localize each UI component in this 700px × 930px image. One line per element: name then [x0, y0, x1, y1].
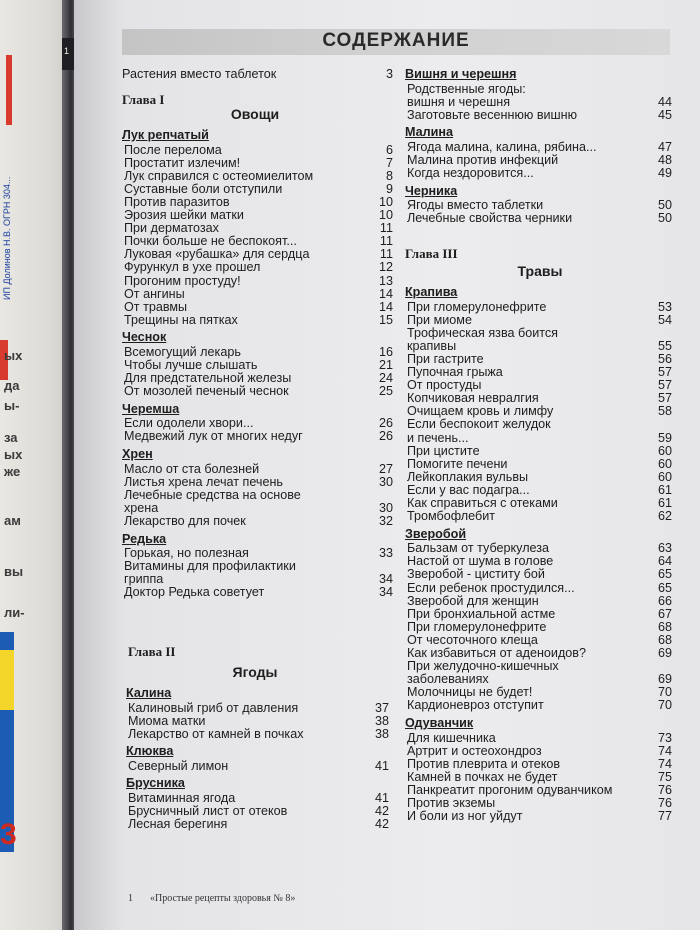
section-heading: Чеснок	[122, 330, 167, 345]
toc-entry-title: Кардионевроз отступит	[407, 698, 544, 713]
toc-entry-page: 55	[657, 338, 672, 353]
section-heading: Зверобой	[405, 526, 467, 541]
toc-entry-title: Трещины на пятках	[124, 312, 238, 327]
toc-entry-title: Почки больше не беспокоят...	[124, 234, 297, 249]
toc-entry-title: При гломерулонефрите	[407, 619, 547, 634]
toc-entry-title: Настой от шума в голове	[407, 554, 554, 569]
toc-entry-page: 13	[378, 273, 393, 288]
chapter-label: Глава II	[128, 644, 176, 659]
toc-entry-page: 26	[378, 416, 393, 431]
toc-entry-page: 54	[657, 312, 672, 327]
toc-entry-title: Северный лимон	[128, 758, 229, 773]
chapter-title: Травы	[517, 263, 563, 279]
toc-entry-title: Если беспокоит желудок	[407, 417, 551, 432]
section-heading: Брусника	[126, 776, 185, 791]
toc-entry-page: 32	[378, 513, 393, 528]
toc-entry-title: Суставные боли отступили	[124, 181, 283, 196]
toc-entry-page: 14	[378, 286, 393, 301]
toc-entry-page: 56	[657, 351, 672, 366]
toc-entry-page: 50	[657, 211, 672, 226]
toc-entry-page: 34	[378, 572, 393, 587]
cut-word: ых	[4, 447, 23, 462]
toc-entry-title: Горькая, но полезная	[124, 546, 249, 560]
toc-entry-title: Фурункул в ухе прошел	[124, 260, 261, 275]
toc-entry-page: 24	[378, 371, 393, 386]
toc-entry-title: Миома матки	[128, 713, 206, 728]
toc-entry-page: 15	[378, 312, 393, 327]
toc-entry-page: 76	[657, 782, 672, 797]
toc-entry-page: 45	[657, 107, 672, 122]
toc-entry-title: Малина против инфекций	[407, 152, 559, 167]
toc-entry-page: 53	[657, 299, 672, 314]
toc-entry-title: От ангины	[124, 286, 185, 301]
toc-entry-page: 37	[374, 700, 389, 715]
toc-entry-page: 58	[657, 404, 672, 419]
section-heading: Черника	[405, 183, 458, 198]
toc-entry-page: 59	[657, 430, 672, 445]
toc-entry-title: Лук справился с остеомиелитом	[124, 168, 314, 183]
toc-entry-page: 8	[385, 168, 393, 183]
toc-entry-title: Против экземы	[407, 796, 496, 810]
toc-entry-title: После перелома	[124, 142, 222, 157]
toc-entry-title: Когда нездоровится...	[407, 166, 534, 180]
toc-entry-title: вишня и черешня	[407, 94, 511, 109]
toc-entry-page: 63	[657, 541, 672, 556]
section-heading: Одуванчик	[405, 716, 474, 730]
toc-entry-page: 10	[378, 208, 393, 222]
toc-entry-title: Лекарство для почек	[124, 513, 246, 528]
section-heading: Клюква	[126, 744, 174, 759]
toc-entry-title: Тромбофлебит	[407, 509, 496, 524]
toc-entry-page: 65	[657, 567, 672, 582]
toc-entry-title: и печень...	[407, 430, 469, 445]
section-heading: Калина	[126, 686, 172, 700]
toc-entry-page: 33	[378, 546, 393, 560]
toc-entry-page: 74	[657, 743, 672, 758]
toc-entry-page: 77	[657, 809, 672, 824]
page-title: СОДЕРЖАНИЕ	[322, 30, 470, 51]
toc-entry-title: Против паразитов	[124, 194, 230, 209]
toc-entry-page: 42	[374, 804, 389, 818]
toc-entry-page: 41	[374, 758, 389, 773]
toc-entry-page: 12	[378, 260, 393, 275]
toc-entry-page: 3	[385, 67, 393, 81]
toc-entry-page: 69	[657, 672, 672, 687]
toc-entry-page: 47	[657, 139, 672, 154]
toc-entry-title: Медвежий лук от многих недуг	[124, 429, 303, 444]
toc-entry-title: Если одолели хвори...	[124, 416, 254, 431]
cut-word: ых	[4, 348, 23, 363]
toc-entry-title: хрена	[124, 500, 159, 515]
chapter-title: Ягоды	[232, 664, 278, 680]
toc-entry-page: 42	[374, 817, 389, 832]
toc-entry-page: 44	[657, 94, 672, 109]
toc-entry-page: 61	[657, 482, 672, 497]
toc-entry-page: 57	[657, 365, 672, 379]
toc-entry-title: От мозолей печеный чеснок	[124, 384, 289, 399]
red-stripe	[6, 55, 12, 125]
toc-entry-page: 61	[657, 496, 672, 510]
toc-entry-page: 48	[657, 152, 672, 167]
toc-entry-title: Лечебные средства на основе	[124, 487, 301, 502]
toc-entry-title: При дерматозах	[124, 221, 219, 236]
toc-entry-page: 60	[657, 469, 672, 484]
toc-entry-page: 65	[657, 580, 672, 595]
cut-word: же	[4, 464, 21, 479]
toc-entry-title: Доктор Редька советует	[124, 585, 265, 600]
toc-entry-page: 49	[657, 166, 672, 180]
toc-entry-title: Простатит излечим!	[124, 155, 241, 170]
toc-entry-title: Зверобой для женщин	[407, 593, 539, 608]
toc-entry-title: Растения вместо таблеток	[122, 67, 277, 81]
toc-entry-page: 69	[657, 646, 672, 660]
toc-entry-title: Если у вас подагра...	[407, 482, 530, 497]
toc-entry-page: 62	[657, 509, 672, 524]
toc-entry-title: Против плеврита и отеков	[407, 756, 561, 771]
toc-entry-title: При миоме	[407, 312, 472, 327]
section-heading: Черемша	[122, 401, 180, 416]
toc-entry-page: 64	[657, 554, 672, 569]
toc-entry-page: 66	[657, 593, 672, 608]
toc-entry-title: Лейкоплакия вульвы	[407, 469, 529, 484]
toc-entry-page: 27	[378, 461, 393, 476]
toc-entry-title: Прогоним простуду!	[124, 273, 241, 288]
toc-entry-title: Молочницы не будет!	[407, 685, 533, 700]
toc-entry-page: 70	[657, 685, 672, 700]
toc-entry-page: 14	[378, 299, 393, 314]
toc-entry-page: 75	[657, 769, 672, 784]
toc-entry-title: От травмы	[124, 299, 188, 314]
toc-entry-title: От простуды	[407, 378, 482, 393]
toc-entry-title: Если ребенок простудился...	[407, 580, 575, 595]
toc-entry-title: Лесная берегиня	[128, 817, 228, 832]
toc-entry-title: Витаминная ягода	[128, 790, 236, 805]
toc-entry-page: 38	[374, 713, 389, 728]
vertical-imprint: ИП Долинов Н.В. ОГРН 304...	[2, 176, 12, 300]
gutter-number: 1	[64, 46, 70, 56]
toc-entry-page: 68	[657, 619, 672, 634]
chapter-title: Овощи	[230, 106, 280, 122]
toc-entry-page: 11	[379, 247, 393, 262]
toc-entry-page: 10	[378, 194, 393, 209]
toc-entry-title: Артрит и остеохондроз	[407, 743, 542, 758]
cut-word: ли-	[4, 605, 25, 620]
cut-word: ам	[4, 513, 21, 528]
chapter-label: Глава III	[405, 246, 458, 261]
toc-entry-title: Заготовьте весеннюю вишню	[407, 107, 578, 122]
toc-entry-page: 26	[378, 429, 393, 444]
section-heading: Редька	[122, 531, 167, 546]
toc-entry-title: Как справиться с отеками	[407, 496, 558, 510]
toc-entry-title: Чтобы лучше слышать	[124, 358, 258, 372]
toc-entry-page: 70	[657, 698, 672, 713]
toc-entry-page: 11	[379, 221, 393, 236]
toc-entry-page: 74	[657, 756, 672, 771]
toc-entry-page: 57	[657, 391, 672, 406]
toc-entry-title: Луковая «рубашка» для сердца	[124, 247, 310, 262]
section-heading: Хрен	[122, 447, 153, 461]
toc-entry-page: 30	[378, 500, 393, 515]
toc-entry-title: заболеваниях	[407, 672, 489, 687]
toc-entry-title: Листья хрена лечат печень	[124, 474, 283, 489]
toc-entry-title: Камней в почках не будет	[407, 769, 558, 784]
toc-entry-title: Очищаем кровь и лимфу	[407, 404, 554, 419]
toc-entry-page: 41	[374, 790, 389, 805]
toc-entry-page: 57	[657, 378, 672, 393]
toc-entry-page: 68	[657, 632, 672, 647]
toc-entry-title: И боли из ног уйдут	[407, 809, 523, 824]
toc-entry-page: 60	[657, 443, 672, 458]
footer-page-number: 1	[128, 893, 133, 904]
toc-entry-page: 50	[657, 198, 672, 213]
toc-entry-title: При цистите	[407, 443, 480, 458]
toc-entry-title: При гломерулонефрите	[407, 299, 547, 314]
toc-entry-title: Помогите печени	[407, 456, 508, 471]
toc-entry-page: 67	[657, 606, 672, 621]
toc-entry-page: 34	[378, 585, 393, 600]
toc-entry-title: Копчиковая невралгия	[407, 391, 539, 406]
toc-entry-page: 76	[657, 796, 672, 810]
toc-entry-title: При гастрите	[407, 351, 484, 366]
toc-entry-title: Лечебные свойства черники	[407, 211, 573, 226]
toc-entry-title: Витамины для профилактики	[124, 559, 296, 574]
toc-entry-page: 38	[374, 726, 389, 741]
toc-entry-title: Брусничный лист от отеков	[128, 804, 288, 818]
cover-number: 3	[0, 818, 17, 851]
toc-entry-title: Всемогущий лекарь	[124, 344, 241, 359]
toc-entry-title: Трофическая язва боится	[407, 325, 559, 340]
toc-entry-page: 60	[657, 456, 672, 471]
toc-entry-title: Масло от ста болезней	[124, 461, 260, 476]
toc-entry-title: Ягода малина, калина, рябина...	[407, 139, 597, 154]
toc-entry-page: 25	[378, 384, 393, 399]
toc-entry-page: 7	[385, 155, 393, 170]
toc-entry-title: Зверобой - циститу бой	[407, 567, 545, 582]
toc-entry-title: Ягоды вместо таблетки	[407, 198, 544, 213]
footer-publication: «Простые рецепты здоровья № 8»	[150, 893, 296, 904]
toc-entry-title: Лекарство от камней в почках	[128, 726, 304, 741]
section-heading: Крапива	[405, 285, 458, 299]
toc-entry-page: 30	[378, 474, 393, 489]
toc-entry-title: Для предстательной железы	[124, 371, 292, 386]
toc-entry-title: Родственные ягоды:	[407, 81, 526, 96]
toc-entry-page: 6	[385, 142, 393, 157]
cut-word: вы	[4, 564, 24, 579]
cut-word: ы-	[4, 398, 20, 413]
section-heading: Вишня и черешня	[405, 67, 517, 81]
toc-entry-page: 9	[385, 181, 393, 196]
toc-entry-title: Пупочная грыжа	[407, 365, 503, 379]
toc-entry-title: Эрозия шейки матки	[124, 208, 244, 222]
chapter-label: Глава I	[122, 92, 165, 107]
toc-entry-title: гриппа	[124, 572, 164, 587]
toc-entry-title: Панкреатит прогоним одуванчиком	[407, 782, 613, 797]
toc-entry-title: При желудочно-кишечных	[407, 659, 559, 674]
cut-word: да	[4, 378, 20, 393]
toc-entry-page: 73	[657, 730, 672, 745]
cut-word: за	[4, 430, 18, 445]
toc-entry-title: Как избавиться от аденоидов?	[407, 646, 587, 660]
toc-entry-page: 11	[379, 234, 393, 249]
yellow-cover-band	[0, 650, 14, 710]
toc-entry-title: крапивы	[407, 338, 457, 353]
toc-entry-title: От чесоточного клеща	[407, 632, 538, 647]
toc-entry-title: Для кишечника	[407, 730, 496, 745]
toc-entry-title: Калиновый гриб от давления	[128, 700, 299, 715]
section-heading: Лук репчатый	[122, 128, 209, 142]
toc-entry-title: При бронхиальной астме	[407, 606, 556, 621]
section-heading: Малина	[405, 125, 454, 140]
toc-entry-title: Бальзам от туберкулеза	[407, 541, 550, 556]
toc-entry-page: 21	[378, 358, 393, 372]
toc-entry-page: 16	[378, 344, 393, 359]
